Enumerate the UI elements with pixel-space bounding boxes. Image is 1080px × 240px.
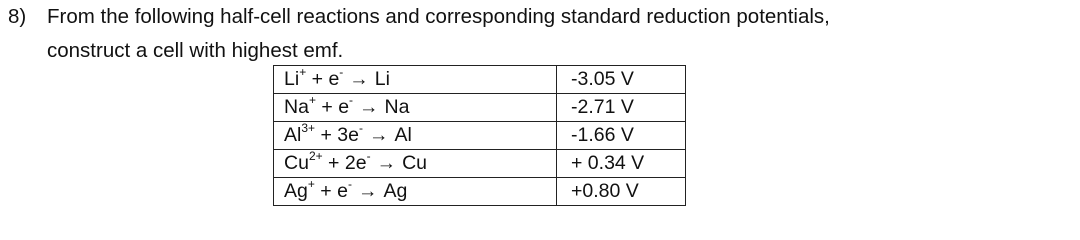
question-line-1 (8, 0, 1068, 34)
electrons: e (338, 96, 350, 118)
ion-charge: + (307, 176, 315, 191)
product: Cu (402, 152, 427, 174)
electrons: 3e (337, 124, 359, 146)
table-row (274, 94, 686, 122)
electrons: e (328, 68, 340, 90)
ion-charge: 3+ (301, 120, 316, 135)
half-reaction-cell: $Al^{3+} + 3e^- \to Al$ (274, 122, 557, 150)
reaction-arrow: → (357, 180, 378, 202)
electron-charge: - (366, 148, 371, 163)
electrons: e (337, 180, 348, 202)
reaction-arrow: → (349, 68, 369, 90)
reactant-ion: Li (284, 68, 300, 90)
product: Na (384, 96, 410, 118)
product: Al (394, 124, 412, 146)
table-row (274, 150, 686, 178)
electron-charge: - (347, 176, 352, 191)
electron-charge: - (349, 92, 354, 107)
half-reaction-cell: $Cu^{2+} + 2e^- \to Cu$ (274, 150, 557, 178)
standard-potential: + 0.34 V (557, 150, 686, 178)
half-reaction-cell: Ag+ + e- → Ag (274, 178, 557, 206)
question-text-line-1: From the following half-cell reactions and corresponding standard reduction potentials, (47, 5, 830, 28)
reduction-potential-table (273, 65, 686, 206)
reactant-ion: Ag (284, 180, 308, 202)
reaction-arrow: → (368, 124, 389, 146)
half-reaction-cell: Li+ + e- → Li (274, 66, 557, 94)
table-row (274, 122, 686, 150)
table-row (274, 66, 686, 94)
question-text-line-2: construct a cell with highest emf. (47, 39, 344, 62)
reactant-ion: Cu (284, 152, 309, 174)
product: Li (374, 68, 390, 90)
half-reaction-cell: Na+ + e- → Na (274, 94, 557, 122)
question-number: 8) (8, 5, 27, 28)
ion-charge: 2+ (308, 148, 323, 163)
ion-charge: + (308, 92, 316, 107)
standard-potential: +0.80 V (557, 178, 686, 206)
product: Ag (383, 180, 408, 202)
reaction-arrow: → (376, 152, 397, 174)
reaction-arrow: → (359, 96, 379, 118)
standard-potential: -1.66 V (557, 122, 686, 150)
standard-potential: -3.05 V (557, 66, 686, 94)
table-row (274, 178, 686, 206)
ion-charge: + (299, 64, 307, 79)
reactant-ion: Na (284, 96, 309, 118)
standard-potential: -2.71 V (557, 94, 686, 122)
question-line-2 (8, 34, 1068, 68)
electron-charge: - (339, 64, 344, 79)
electrons: 2e (344, 152, 367, 174)
electron-charge: - (358, 120, 363, 135)
question-block (8, 0, 1068, 68)
reactant-ion: Al (284, 124, 302, 146)
